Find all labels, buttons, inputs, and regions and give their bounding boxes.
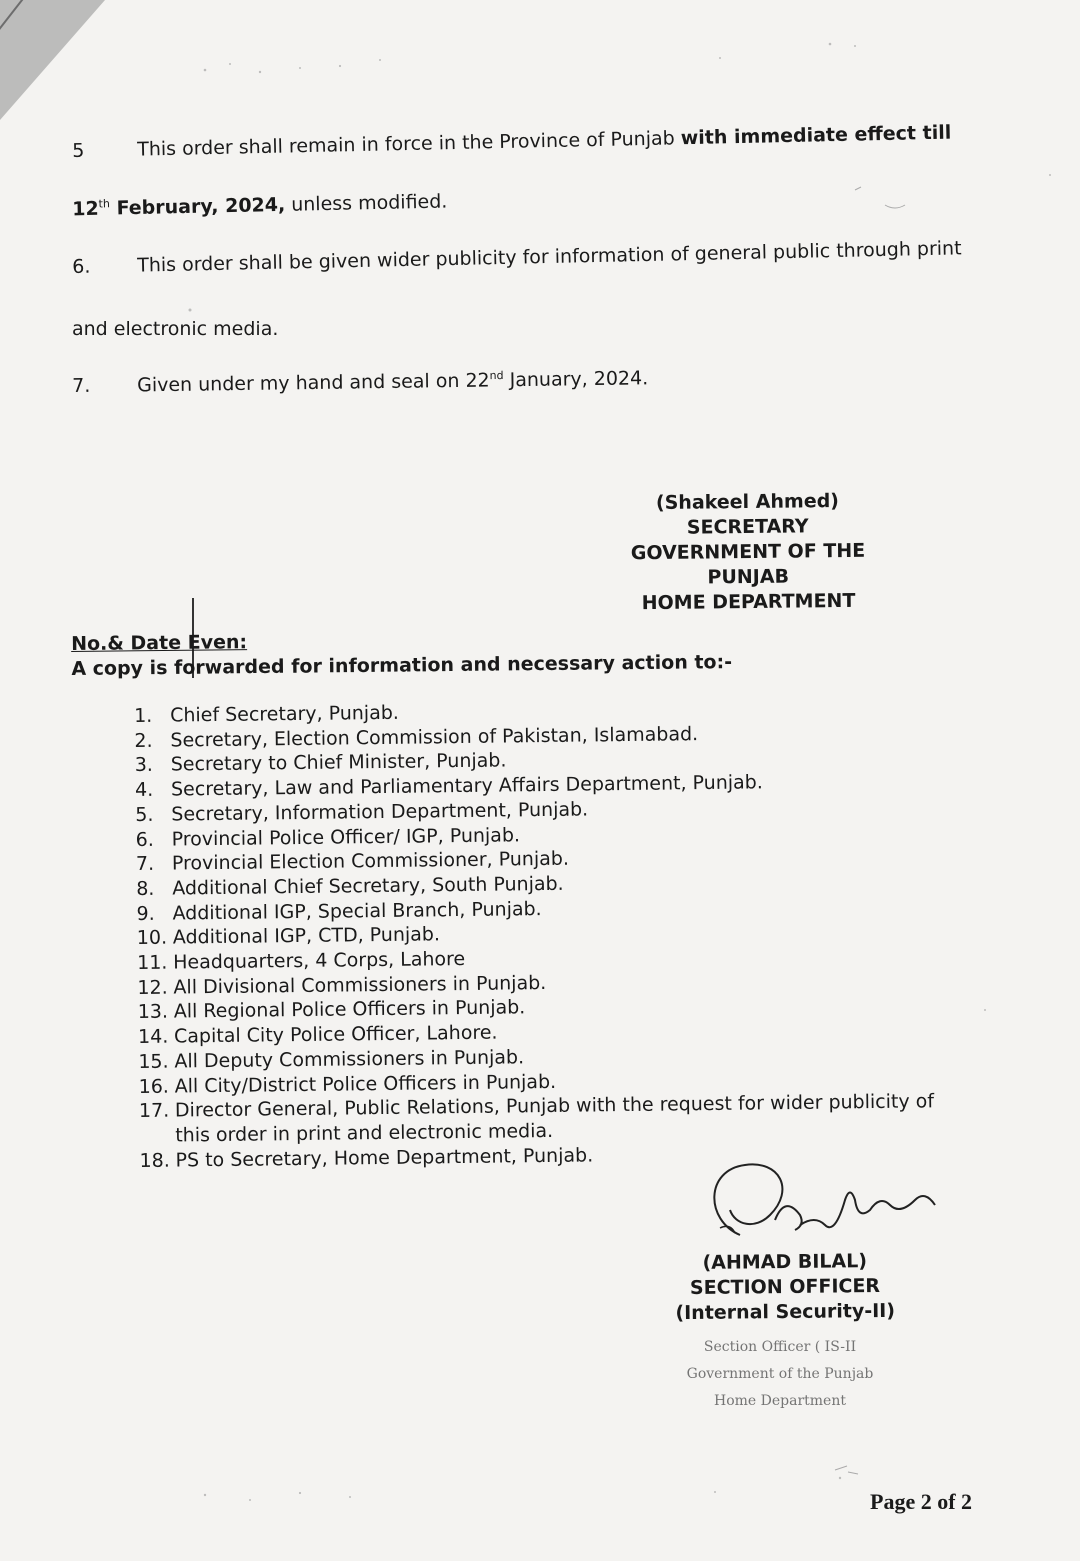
date-month-year: February, 2024, (109, 193, 286, 220)
list-item-number: 8. (136, 877, 155, 900)
list-item-number: 9. (136, 902, 155, 925)
officer-name: (AHMAD BILAL) (702, 1250, 868, 1274)
list-item-text: Secretary, Law and Parliamentary Affairs Department, Punjab. (170, 771, 763, 801)
list-item-number: 7. (135, 852, 155, 876)
signatory-title: SECRETARY (686, 515, 809, 539)
paragraph-number: 6. (72, 255, 91, 278)
list-item-text: Chief Secretary, Punjab. (170, 701, 400, 727)
list-item-text: Provincial Election Commissioner, Punjab. (171, 847, 570, 875)
list-item-text: Headquarters, 4 Corps, Lahore (173, 948, 466, 974)
signatory-department: HOME DEPARTMENT (641, 589, 856, 615)
list-item-text: this order in print and electronic media. (175, 1119, 554, 1147)
page-number: Page 2 of 2 (870, 1489, 973, 1514)
list-item-number: 5. (135, 803, 154, 826)
list-item-text: All Divisional Commissioners in Punjab. (173, 971, 547, 999)
reference-line: No.& Date Even: (71, 631, 248, 655)
recipient-list (134, 694, 935, 1173)
list-item-text: Secretary, Election Commission of Pakistan, Islamabad. (170, 722, 699, 752)
list-item-number: 11. (137, 951, 168, 975)
list-item-text: All Regional Police Officers in Punjab. (173, 996, 526, 1023)
list-item-text: Capital City Police Officer, Lahore. (173, 1021, 498, 1048)
handwritten-signature (700, 1160, 970, 1260)
list-item-number: 14. (137, 1025, 169, 1049)
list-item-number: 15. (138, 1050, 169, 1073)
date-day: 12 (72, 197, 99, 221)
list-item-number: 12. (137, 976, 168, 999)
list-item-number: 13. (137, 1001, 169, 1024)
list-item-text: Additional IGP, CTD, Punjab. (172, 923, 441, 949)
list-item-number: 4. (134, 778, 154, 802)
officer-wing: (Internal Security-II) (675, 1299, 896, 1325)
list-item-text: Provincial Police Officer/ IGP, Punjab. (171, 823, 521, 851)
list-item-text: PS to Secretary, Home Department, Punjab. (175, 1144, 594, 1172)
signatory-name: (Shakeel Ahmed) (655, 490, 840, 514)
list-item-text: Additional IGP, Special Branch, Punjab. (172, 897, 542, 925)
paragraph-text-bold: with immediate effect till (680, 121, 952, 150)
list-item-number: 10. (136, 926, 168, 950)
forwarding-note (71, 625, 732, 682)
list-item-text: Secretary, Information Department, Punjab. (171, 798, 589, 826)
list-item-number: 2. (134, 729, 153, 752)
stamp-line: Government of the Punjab (686, 1366, 874, 1382)
list-item-text: Director General, Public Relations, Punjab with the request for wider publicity of (174, 1090, 935, 1122)
official-stamp (655, 1334, 905, 1415)
paragraph-text: This order shall be given wider publicity for information of general public through print (136, 237, 962, 277)
paragraph-6-continued: and electronic media. (72, 318, 279, 340)
list-item-number: 1. (134, 704, 153, 727)
list-item-text: Additional Chief Secretary, South Punjab. (172, 872, 564, 900)
paragraph-number: 5 (72, 139, 85, 162)
list-item-number: 16. (138, 1075, 170, 1098)
officer-title: SECTION OFFICER (689, 1275, 881, 1299)
list-item-text: Secretary to Chief Minister, Punjab. (170, 749, 507, 776)
secretary-signature-block (597, 488, 898, 616)
list-item-text: All Deputy Commissioners in Punjab. (174, 1046, 525, 1073)
forwarding-text: A copy is forwarded for information and necessary action to:- (71, 651, 733, 680)
stamp-line: Home Department (714, 1393, 846, 1409)
signatory-organization: GOVERNMENT OF THE PUNJAB (630, 539, 866, 589)
paragraph-number: 7. (72, 374, 91, 397)
paragraph-text-part: unless modified. (284, 190, 448, 216)
date-ordinal: nd (489, 368, 504, 383)
paragraph-text-part: January, 2024. (503, 367, 649, 392)
list-item-number: 18. (139, 1149, 170, 1172)
date-ordinal: th (98, 197, 111, 211)
list-item-number: 6. (135, 828, 154, 851)
paragraph-text-part: This order shall remain in force in the Province of Punjab (136, 127, 681, 161)
stamp-line: Section Officer ( IS-II (703, 1339, 857, 1355)
section-officer-block (660, 1249, 911, 1327)
list-item-number: 3. (134, 754, 154, 777)
list-item-text: All City/District Police Officers in Punjab. (174, 1070, 557, 1098)
list-item-number: 17. (138, 1099, 170, 1123)
paragraph-text-part: Given under my hand and seal on 22 (136, 369, 490, 397)
